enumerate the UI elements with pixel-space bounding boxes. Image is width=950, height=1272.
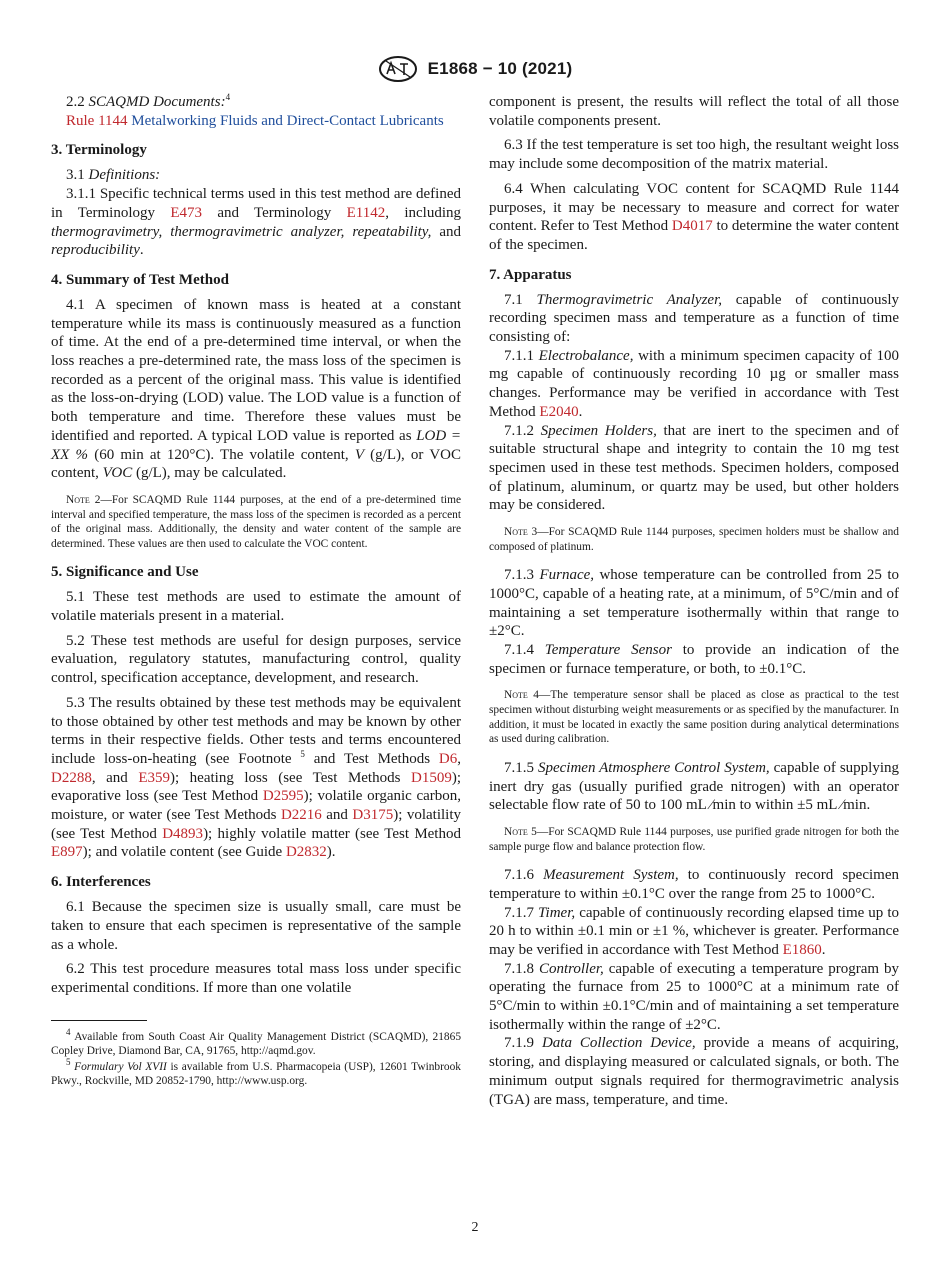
left-column bbox=[51, 93, 461, 1090]
footnote-4: $^4$ Available from South Coast Air Quality Management District (SCAQMD), 21865 Copley Drive, Diamond Bar, CA, 91765, http://aqmd.gov. bbox=[51, 1026, 462, 1058]
section-2-2: 2.2 SCAQMD Documents:$^4$ bbox=[66, 92, 231, 110]
note-4: Note 4—The temperature sensor shall be placed as close as practical to the test specimen without disturbing weight measurements or as specified by the manufacturer. In addition, it must be located in exactly the same position during analytical determinations as used during calibration. bbox=[489, 689, 899, 746]
ref-d6[interactable]: D6 bbox=[438, 750, 458, 767]
ref-d4893[interactable]: D4893 bbox=[162, 825, 204, 842]
ref-e359[interactable]: E359 bbox=[138, 769, 170, 786]
section-6-4: 6.4 When calculating VOC content for SCAQMD Rule 1144 purposes, it may be necessary to measure and correct for water content. Refer to Test Method D4017 to determine the water content of the specimen. bbox=[489, 180, 899, 253]
ref-d2595[interactable]: D2595 bbox=[262, 788, 304, 805]
section-7-1: 7.1 Thermogravimetric Analyzer, capable of continuously recording specimen mass and temperature as a function of time consisting of: bbox=[489, 291, 900, 346]
section-7-1-7: 7.1.7 Timer, capable of continuously recording elapsed time up to 20 h to within ±0.1 min or ±1 %, whichever is greater. Performance may be verified in accordance with Test Method E1860. bbox=[489, 904, 900, 958]
section-4-heading: 4. Summary of Test Method bbox=[51, 271, 229, 288]
ref-d2216[interactable]: D2216 bbox=[280, 807, 322, 824]
astm-logo-icon bbox=[378, 55, 418, 83]
ref-e1142[interactable]: E1142 bbox=[346, 204, 386, 221]
ref-d3175[interactable]: D3175 bbox=[352, 807, 394, 824]
section-7-1-3: 7.1.3 Furnace, whose temperature can be controlled from 25 to 1000°C, capable of a heating rate, at a minimum, of 5°C/min and of maintaining a set temperature isothermally within that range to ±2°C. bbox=[489, 567, 900, 640]
ref-e473[interactable]: E473 bbox=[170, 204, 202, 221]
note-3: Note 3—For SCAQMD Rule 1144 purposes, specimen holders must be shallow and composed of platinum. bbox=[489, 526, 899, 553]
section-3-1: 3.1 Definitions: bbox=[66, 167, 161, 184]
page-header bbox=[0, 55, 950, 83]
note-5: Note 5—For SCAQMD Rule 1144 purposes, use purified grade nitrogen for both the sample purge flow and balance protection flow. bbox=[489, 825, 899, 853]
section-5-heading: 5. Significance and Use bbox=[51, 564, 199, 581]
section-6-2: 6.2 This test procedure measures total mass loss under specific experimental conditions. If more than one volatile bbox=[51, 961, 461, 996]
rule-1144-reference[interactable]: Rule 1144 Metalworking Fluids and Direct-Contact Lubricants bbox=[66, 112, 444, 129]
ref-e897[interactable]: E897 bbox=[51, 844, 83, 861]
ref-e1860[interactable]: E1860 bbox=[782, 941, 822, 958]
ref-d2832[interactable]: D2832 bbox=[285, 844, 327, 861]
page-number: 2 bbox=[471, 1220, 479, 1235]
ref-d1509[interactable]: D1509 bbox=[410, 769, 452, 786]
section-3-heading: 3. Terminology bbox=[51, 142, 147, 159]
section-5-1: 5.1 These test methods are used to estimate the amount of volatile materials present in a material. bbox=[51, 589, 461, 625]
section-6-3: 6.3 If the test temperature is set too high, the resultant weight loss may include some decomposition of the matrix material. bbox=[489, 137, 899, 173]
standard-designation: E1868 − 10 (2021) bbox=[427, 59, 573, 78]
section-7-1-8: 7.1.8 Controller, capable of executing a temperature program by operating the furnace from 25 to 1000°C at a minimum rate of 5°C/min to within ±0.1°C/min and of maintaining a set temperature isothermally within the range of ±2°C. bbox=[489, 960, 900, 1033]
note-2: Note 2—For SCAQMD Rule 1144 purposes, at the end of a pre-determined time interval and specified temperature, the mass loss of the specimen is recorded as a percent of the original mass. Additionally, the density and water content of the sample are determined. These values are then used to calculate the VOC content. bbox=[51, 493, 462, 550]
footnote-5: $^5$ Formulary Vol XVII is available from U.S. Pharmacopeia (USP), 12601 Twinbrook Pkwy., Rockville, MD 20852-1790, http://www.usp.org. bbox=[51, 1057, 461, 1088]
section-5-3: 5.3 The results obtained by these test methods may be equivalent to those obtained by other test methods and may be known by other terms in their respective fields. Other tests and terms encountered include loss-on-heating (see Footnote $^5$ and Test Methods D6, D2288, and E359); heating loss (see Test Methods D1509); evaporative loss (see Test Method D2595); volatile organic carbon, moisture, or water (see Test Methods D2216 and D3175); volatility (see Test Method D4893); highly volatile matter (see Test Method E897); and volatile content (see Guide D2832). bbox=[51, 694, 462, 861]
ref-d4017[interactable]: D4017 bbox=[671, 218, 713, 235]
right-column bbox=[489, 93, 899, 1109]
ref-e2040[interactable]: E2040 bbox=[539, 403, 579, 420]
section-4-1: 4.1 A specimen of known mass is heated at a constant temperature while its mass is continuously measured as a function of time. At the end of a pre-determined time interval, or when the loss reaches a pre-determined rate, the mass loss of the specimen is recorded as a percent of the original mass. This value is identified as the loss-on-drying (LOD) value. The LOD value is a function of both temperature and time. Therefore these values must be identified and reported. A typical LOD value is reported as LOD = XX % (60 min at 120°C). The volatile content, V (g/L), or VOC content, VOC (g/L), may be calculated. bbox=[51, 296, 462, 482]
section-7-1-5: 7.1.5 Specimen Atmosphere Control System, capable of supplying inert dry gas (usually purified grade nitrogen) with an operator selectable flow rate of 50 to 100 mL ⁄min to within ±5 mL ⁄min. bbox=[489, 759, 900, 814]
section-7-1-1: 7.1.1 Electrobalance, with a minimum specimen capacity of 100 mg capable of continuously recording 10 µg or smaller mass changes. Performance may be verified in accordance with Test Method E2040. bbox=[489, 347, 900, 420]
section-7-heading: 7. Apparatus bbox=[489, 266, 572, 283]
ref-d2288[interactable]: D2288 bbox=[51, 769, 92, 786]
section-7-1-9: 7.1.9 Data Collection Device, provide a means of acquiring, storing, and displaying measured or calculated signals, or both. The minimum output signals required for thermogravimetric analysis (TGA) are mass, temperature, and time. bbox=[489, 1035, 899, 1108]
section-7-1-2: 7.1.2 Specimen Holders, that are inert to the specimen and of suitable structural shape and integrity to contain the 10 mg test specimen used in these test methods. Specimen holders, composed of platinum, aluminum, or quartz may be used, but other holders may be considered. bbox=[489, 422, 900, 514]
section-6-1: 6.1 Because the specimen size is usually small, care must be taken to ensure that each specimen is representative of the sample as a whole. bbox=[51, 899, 461, 953]
section-6-heading: 6. Interferences bbox=[51, 874, 151, 891]
section-7-1-4: 7.1.4 Temperature Sensor to provide an indication of the specimen or furnace temperature, or both, to ±0.1°C. bbox=[489, 642, 900, 677]
section-6-2-continued: component is present, the results will reflect the total of all those volatile components present. bbox=[489, 94, 899, 129]
section-3-1-1: 3.1.1 Specific technical terms used in this test method are defined in Terminology E473 and Terminology E1142, including thermogravimetry, thermogravimetric analyzer, repeatability, and reproducibility. bbox=[51, 186, 461, 259]
section-7-1-6: 7.1.6 Measurement System, to continuously record specimen temperature to within ±0.1°C over the range from 25 to 1000°C. bbox=[489, 867, 899, 902]
section-5-2: 5.2 These test methods are useful for design purposes, service evaluation, regulatory statutes, manufacturing control, quality control, specification acceptance, development, and research. bbox=[51, 632, 461, 687]
footnote-divider bbox=[51, 1020, 147, 1021]
